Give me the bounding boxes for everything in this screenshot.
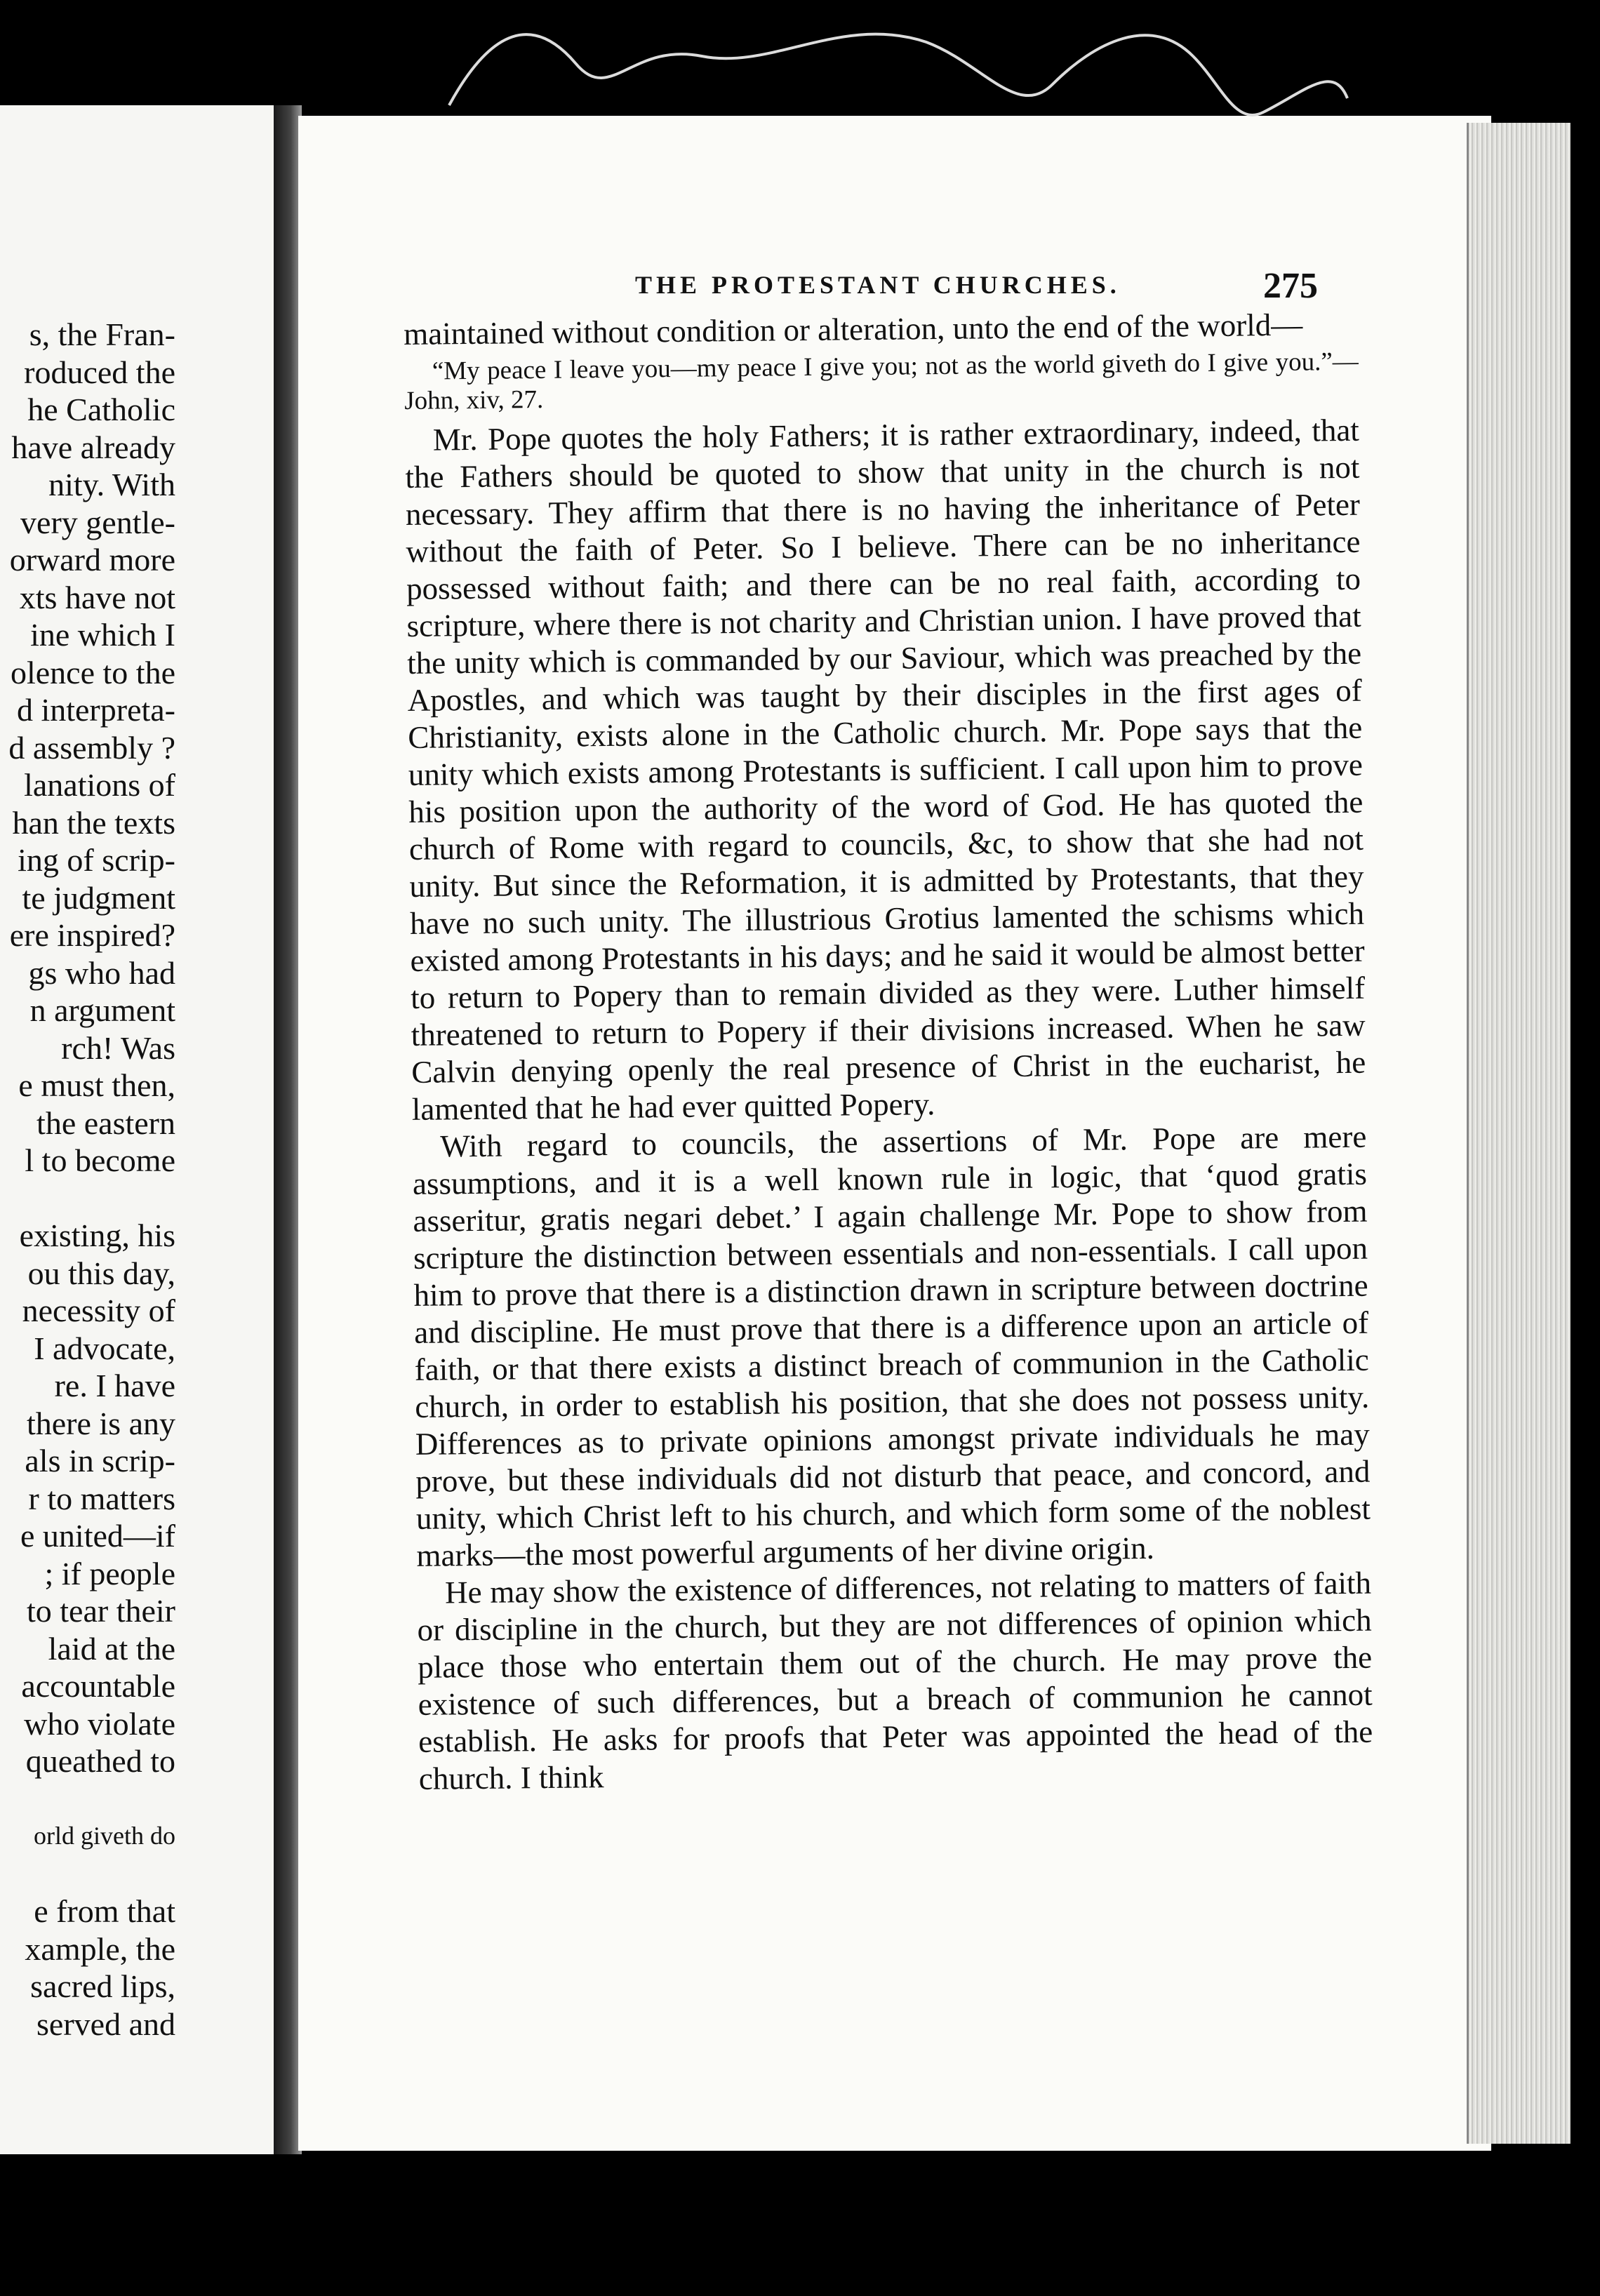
paragraph: Mr. Pope quotes the holy Fathers; it is rather extraordinary, indeed, that the Fathers should be quoted to show that unity in the church is not necessary. They affirm that there is no having the inheritance of Peter without the faith of Peter. So I believe. There can be no inheritance possessed without faith; and there can be no real faith, according to scripture, where there is not charity and Christian union. I have proved that the unity which is commanded by our Saviour, which was preached by the Apostles, and which was taught by their disciples in the first ages of Christianity, exists alone in the Catholic church. Mr. Pope says that the unity which exists among Protestants is sufficient. I call upon him to prove his position upon the authority of the word of God. He has quoted the church of Rome with regard to councils, &c, to show that she had not unity. But since the Reformation, it is admitted by Protestants, that they have no such unity. The illustrious Grotius lamented the schisms which existed among Protestants in his days; and he said it would be almost better to return to Popery than to remain divided as they were. Luther himself threatened to return to Popery if their divisions increased. When he saw Calvin denying openly the real presence of Christ in the eucharist, he lamented that he had ever quitted Popery.	[405, 412, 1366, 1127]
previous-page-line: orld giveth do	[34, 1822, 175, 1850]
previous-page-line: he Catholic	[27, 392, 175, 427]
page-edges	[1467, 123, 1571, 2144]
previous-page-line	[0, 1780, 175, 1818]
previous-page-line: I advocate,	[34, 1330, 175, 1366]
previous-page-line: necessity of	[22, 1293, 175, 1328]
book-gutter	[274, 105, 302, 2154]
paragraph: He may show the existence of differences, not relating to matters of faith or discipline in the church, but they are not differences of opinion which place those who entertain them out of the church. He may prove the existence of such differences, but a breach of communion he cannot establish. He asks for proofs that Peter was appointed the head of the church. I think	[417, 1565, 1373, 1796]
previous-page-line: han the texts	[12, 804, 175, 841]
previous-page-line	[0, 1180, 175, 1217]
previous-page-line: e must then,	[18, 1067, 175, 1103]
previous-page-line: to tear their	[26, 1593, 175, 1629]
previous-page-line: rch! Was	[61, 1029, 175, 1066]
scripture-quote: “My peace I leave you—my peace I give you; not as the world giveth do I give you.”—John, xiv, 27.	[404, 347, 1359, 415]
previous-page-line: sacred lips,	[30, 1968, 175, 2004]
previous-page-line: accountable	[21, 1668, 175, 1704]
previous-page-line: te judgment	[22, 879, 175, 916]
previous-page-line: ; if people	[44, 1555, 175, 1591]
previous-page-line: the eastern	[36, 1104, 175, 1141]
previous-page-line: existing, his	[19, 1217, 175, 1253]
previous-page-line: very gentle-	[20, 504, 175, 540]
previous-page-line: ing of scrip-	[18, 842, 175, 878]
previous-page-line: lanations of	[24, 767, 175, 803]
previous-page-line: gs who had	[28, 954, 175, 991]
previous-page-line: l to become	[25, 1142, 175, 1178]
previous-page-line: orward more	[9, 542, 175, 578]
previous-page-line: who violate	[24, 1705, 175, 1742]
previous-page-line: n argument	[29, 992, 175, 1028]
previous-page-line: s, the Fran-	[29, 316, 175, 352]
previous-page-line: e united—if	[20, 1518, 175, 1554]
previous-page-line	[0, 1855, 175, 1893]
previous-page-line: olence to the	[10, 654, 175, 690]
paragraph: With regard to councils, the assertions of Mr. Pope are mere assumptions, and it is a well known rule in logic, that ‘quod gratis asseritur, gratis negari debet.’ I again challenge Mr. Pope to show from scripture the distinction between essentials and non-essentials. I call upon him to prove that there is a distinction drawn in scripture between doctrine and discipline. He must prove that there is a difference upon an article of faith, or that there exists a distinct breach of communion in the Catholic church, in order to establish his position, that she does not possess unity. Differences as to private opinions amongst private individuals he may prove, but these individuals did not disturb that peace, and concord, and unity, which Christ left to his church, and which form some of the noblest marks—the most powerful arguments of her divine origin.	[412, 1119, 1371, 1573]
previous-page-line: laid at the	[48, 1630, 175, 1667]
running-header: THE PROTESTANT CHURCHES.	[635, 271, 1121, 299]
paragraph-continuation: maintained without condition or alteration, unto the end of the world—	[404, 307, 1303, 352]
previous-page	[0, 105, 278, 2154]
page-body	[404, 306, 1373, 1798]
previous-page-line: re. I have	[54, 1368, 175, 1403]
previous-page-line: served and	[36, 2005, 175, 2042]
previous-page-line: xts have not	[19, 579, 175, 615]
previous-page-line: e from that	[34, 1893, 175, 1929]
previous-page-line: roduced the	[24, 354, 175, 390]
previous-page-text	[0, 316, 175, 2043]
previous-page-line: have already	[11, 429, 175, 465]
previous-page-line: ere inspired?	[9, 917, 175, 953]
previous-page-line: xample, the	[25, 1930, 175, 1967]
previous-page-line: ou this day,	[27, 1255, 175, 1291]
page-number: 275	[1263, 266, 1318, 306]
previous-page-line: d interpreta-	[16, 692, 175, 728]
previous-page-line: als in scrip-	[25, 1443, 175, 1479]
previous-page-line: d assembly ?	[8, 729, 175, 766]
previous-page-line: queathed to	[25, 1743, 175, 1779]
previous-page-line: there is any	[26, 1405, 175, 1441]
previous-page-line: ine which I	[30, 617, 175, 653]
previous-page-line: r to matters	[28, 1480, 175, 1516]
previous-page-line: nity. With	[48, 467, 175, 502]
